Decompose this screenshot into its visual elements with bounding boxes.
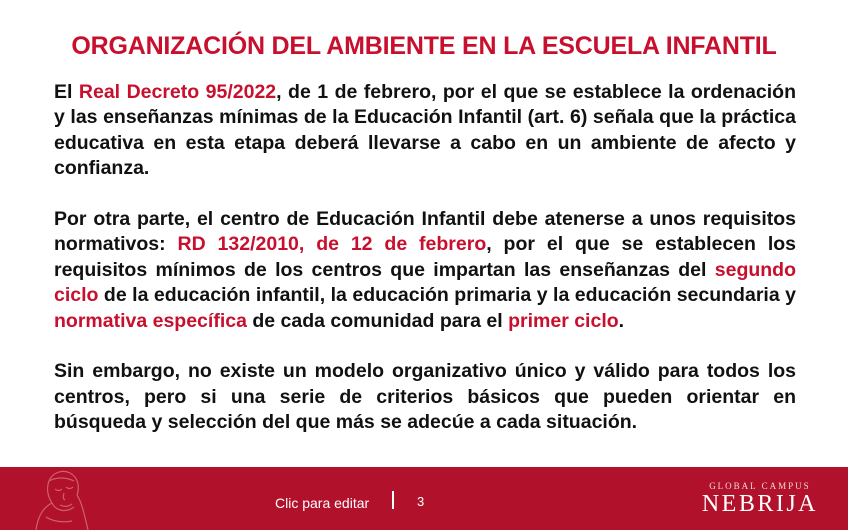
brand-top-text: GLOBAL CAMPUS: [709, 481, 811, 491]
paragraph-3: Sin embargo, no existe un modelo organizativo único y válido para todos los centros, pero si una serie de criterios básicos que pueden orientar en búsqueda y selección del que más se adecúe a cada situación.: [54, 360, 796, 434]
link-real-decreto[interactable]: Real Decreto 95/2022: [78, 81, 277, 103]
p2-text-b: , por el que se establecen los requisitos mínimos de los centros que impartan las enseñanzas del: [54, 233, 797, 281]
paragraph-2: [54, 207, 796, 334]
brand-logo: [702, 481, 818, 517]
footer-edit-label[interactable]: Clic para editar: [275, 495, 370, 511]
link-rd-132-2010[interactable]: RD 132/2010, de 12 de febrero: [177, 233, 487, 256]
link-segundo-ciclo[interactable]: segundo ciclo: [54, 258, 796, 307]
page-number: 3: [417, 494, 425, 509]
p2-text-d: de cada comunidad para el: [246, 309, 509, 332]
slide-title: ORGANIZACIÓN DEL AMBIENTE EN LA ESCUELA INFANTIL: [71, 32, 777, 60]
link-normativa-especifica[interactable]: normativa específica: [54, 309, 247, 332]
p1-text-a: El: [54, 81, 79, 103]
p2-text-a: Por otra parte, el centro de Educación Infantil debe atenerse a unos requisitos normativos:: [54, 208, 796, 256]
p2-text-c: de la educación infantil, la educación primaria y la educación secundaria y: [98, 284, 796, 307]
slide-body: [54, 80, 796, 461]
brand-main-text: NEBRIJA: [701, 491, 818, 517]
footer-divider: [392, 491, 394, 509]
paragraph-1: [54, 80, 796, 182]
footer-bar: [0, 467, 848, 530]
link-primer-ciclo[interactable]: primer ciclo: [508, 309, 619, 332]
p2-text-e: .: [618, 309, 625, 332]
portrait-illustration-icon: [22, 467, 102, 530]
p1-text-b: , de 1 de febrero, por el que se establece la ordenación y las enseñanzas mínimas de la Educación Infantil (art. 6) señala que la práctica educativa en esta etapa deberá llevarse a cabo en un ambiente de afecto y confianza.: [54, 81, 796, 180]
